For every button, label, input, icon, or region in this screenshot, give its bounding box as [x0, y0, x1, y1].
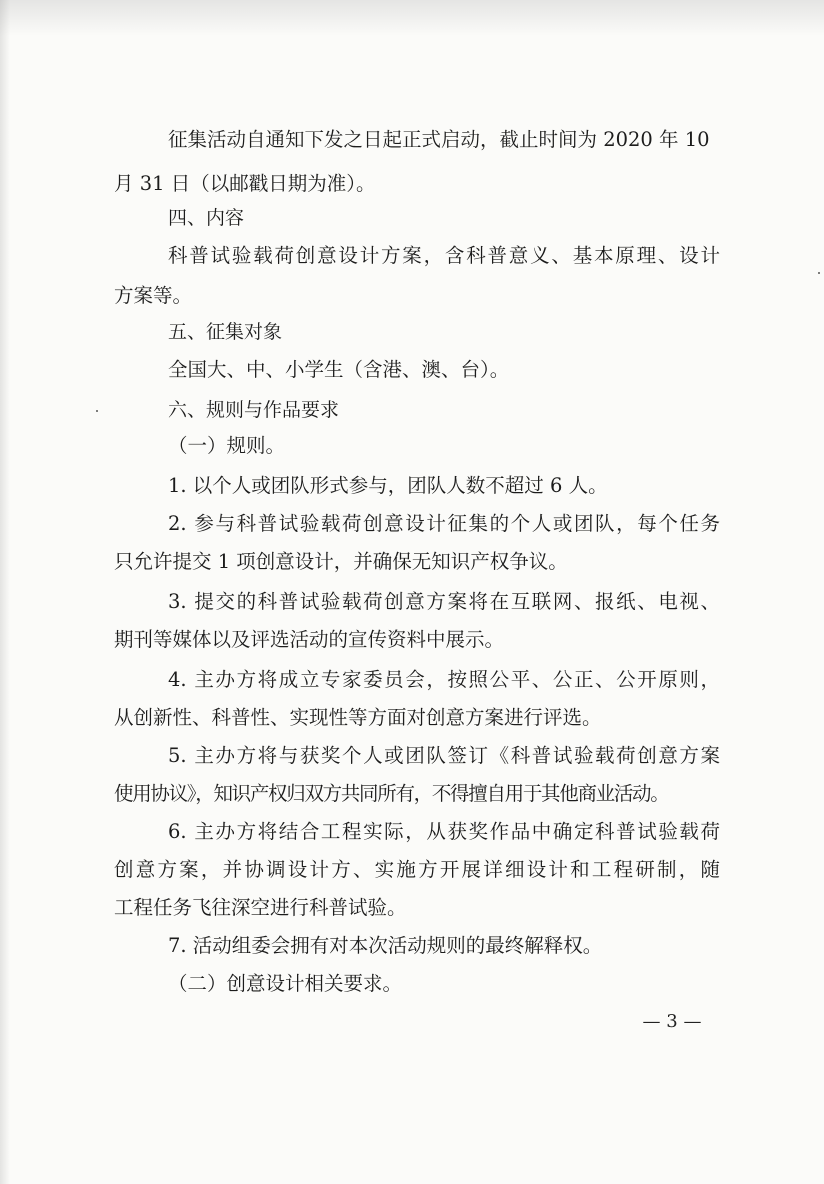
rule-item: 3. 提交的科普试验载荷创意方案将在互联网、报纸、电视、: [168, 590, 720, 613]
subsection-heading: （一）规则。: [168, 434, 286, 457]
paragraph-line: 月 31 日（以邮戳日期为准）。: [114, 172, 376, 195]
scan-speck: [96, 410, 98, 412]
rule-item: 期刊等媒体以及评选活动的宣传资料中展示。: [114, 628, 505, 651]
paragraph-line: 全国大、中、小学生（含港、澳、台）。: [168, 358, 510, 381]
paragraph-line: 科普试验载荷创意设计方案，含科普意义、基本原理、设计: [168, 244, 720, 267]
rule-item: 使用协议》，知识产权归双方共同所有，不得擅自用于其他商业活动。: [114, 782, 669, 805]
page-number: — 3 —: [642, 1011, 702, 1032]
paragraph-line: 征集活动自通知下发之日起正式启动，截止时间为 2020 年 10: [168, 128, 710, 151]
rule-item: 1. 以个人或团队形式参与，团队人数不超过 6 人。: [168, 474, 608, 497]
scan-edge-shadow-left: [0, 0, 10, 1184]
rule-item: 5. 主办方将与获奖个人或团队签订《科普试验载荷创意方案: [168, 744, 720, 767]
section-heading: 四、内容: [168, 207, 245, 229]
scan-edge-shadow: [0, 0, 824, 36]
subsection-heading: （二）创意设计相关要求。: [168, 972, 403, 995]
rule-item: 4. 主办方将成立专家委员会，按照公平、公正、公开原则，: [168, 668, 720, 691]
rule-item: 2. 参与科普试验载荷创意设计征集的个人或团队，每个任务: [168, 512, 720, 535]
rule-item: 创意方案，并协调设计方、实施方开展详细设计和工程研制，随: [114, 858, 720, 881]
section-heading: 五、征集对象: [168, 321, 283, 343]
paragraph-line: 方案等。: [114, 284, 193, 307]
rule-item: 7. 活动组委会拥有对本次活动规则的最终解释权。: [168, 934, 603, 957]
rule-item: 工程任务飞往深空进行科普试验。: [114, 896, 407, 919]
rule-item: 只允许提交 1 项创意设计，并确保无知识产权争议。: [114, 550, 568, 573]
rule-item: 6. 主办方将结合工程实际，从获奖作品中确定科普试验载荷: [168, 820, 720, 843]
scan-speck: [818, 272, 820, 274]
section-heading: 六、规则与作品要求: [168, 399, 340, 421]
rule-item: 从创新性、科普性、实现性等方面对创意方案进行评选。: [114, 706, 602, 729]
